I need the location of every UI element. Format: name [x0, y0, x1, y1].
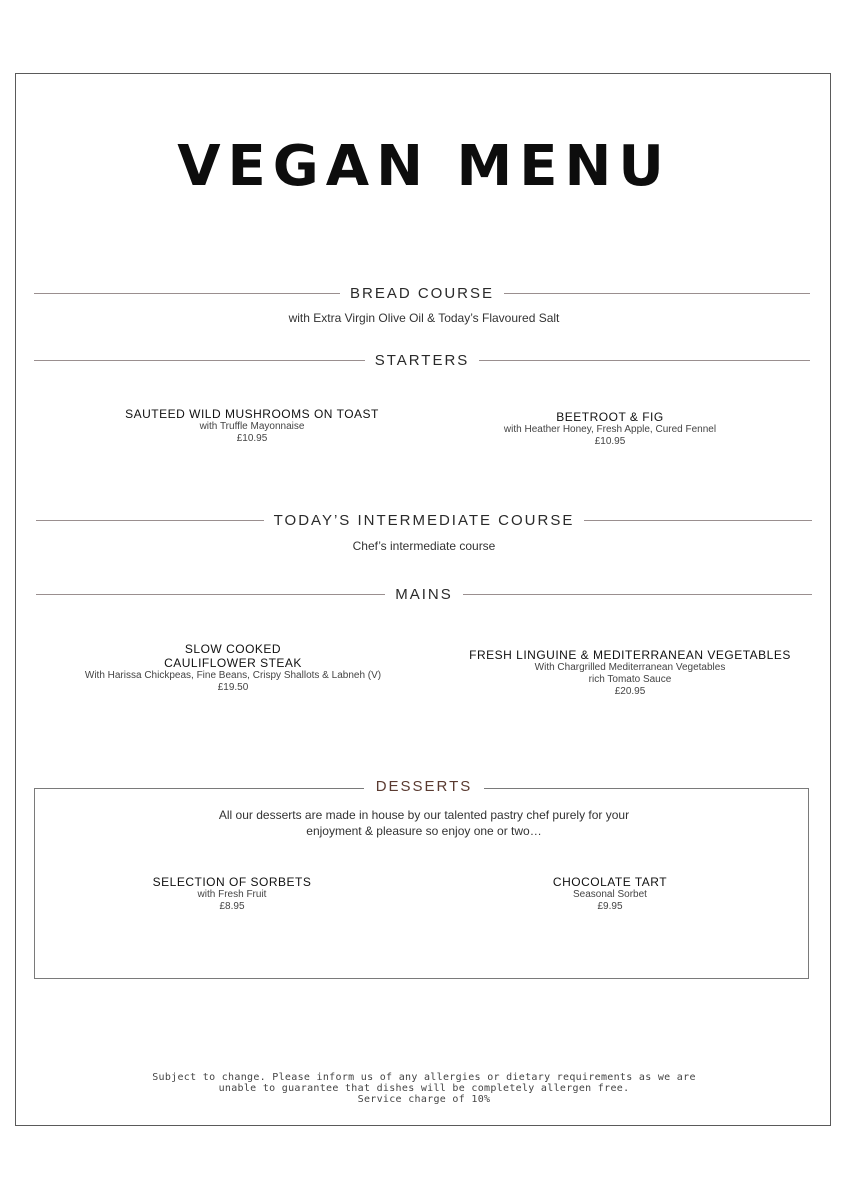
- bread-description: with Extra Virgin Olive Oil & Today’s Flavoured Salt: [288, 311, 560, 325]
- item-name: BEETROOT & FIG: [556, 410, 664, 424]
- item-description-line: rich Tomato Sauce: [588, 674, 672, 685]
- section-heading-desserts: DESSERTS: [364, 778, 485, 795]
- divider-line: [36, 520, 264, 521]
- dessert-item: [110, 875, 354, 913]
- section-heading-bread: BREAD COURSE: [349, 284, 495, 302]
- divider-line: [504, 293, 810, 294]
- item-price: £10.95: [594, 436, 626, 447]
- menu-title: VEGAN MENU: [177, 134, 671, 199]
- desserts-intro-line: All our desserts are made in house by our talented pastry chef purely for your: [218, 808, 630, 822]
- section-desserts: [0, 778, 848, 796]
- divider-line: [34, 293, 340, 294]
- section-heading-intermediate: TODAY’S INTERMEDIATE COURSE: [273, 511, 575, 529]
- section-intermediate: [36, 510, 812, 530]
- desserts-intro: [200, 807, 648, 839]
- main-item: [60, 642, 406, 694]
- footer-line: Service charge of 10%: [357, 1094, 491, 1105]
- item-price: £10.95: [236, 433, 268, 444]
- item-description: with Truffle Mayonnaise: [199, 421, 305, 432]
- item-description: with Fresh Fruit: [197, 889, 267, 900]
- divider-line: [463, 594, 812, 595]
- main-item: [440, 648, 820, 698]
- section-bread: [34, 283, 810, 303]
- item-name-line: CAULIFLOWER STEAK: [164, 656, 302, 670]
- item-description: With Harissa Chickpeas, Fine Beans, Crispy Shallots & Labneh (V): [84, 670, 382, 681]
- starter-item: [440, 410, 780, 448]
- starter-item: [100, 407, 404, 445]
- dessert-item: [488, 875, 732, 913]
- item-price: £20.95: [614, 686, 646, 697]
- divider-line: [36, 594, 385, 595]
- item-price: £9.95: [597, 901, 623, 912]
- item-price: £8.95: [219, 901, 245, 912]
- divider-line: [34, 360, 365, 361]
- intermediate-description: Chef’s intermediate course: [352, 539, 496, 553]
- section-heading-starters: STARTERS: [374, 351, 470, 369]
- item-description-line: With Chargrilled Mediterranean Vegetables: [534, 662, 726, 673]
- item-name: SELECTION OF SORBETS: [152, 875, 312, 889]
- footer-notice: [0, 1072, 848, 1105]
- footer-line: Subject to change. Please inform us of any allergies or dietary requirements as we are: [152, 1072, 696, 1083]
- item-name-line: SLOW COOKED: [184, 642, 282, 656]
- item-name: FRESH LINGUINE & MEDITERRANEAN VEGETABLES: [469, 648, 791, 662]
- item-price: £19.50: [217, 682, 249, 693]
- item-name: SAUTEED WILD MUSHROOMS ON TOAST: [125, 407, 379, 421]
- section-heading-mains: MAINS: [395, 585, 453, 603]
- footer-line: unable to guarantee that dishes will be completely allergen free.: [218, 1083, 630, 1094]
- item-description: with Heather Honey, Fresh Apple, Cured Fennel: [503, 424, 717, 435]
- desserts-intro-line: enjoyment & pleasure so enjoy one or two…: [306, 824, 542, 838]
- divider-line: [584, 520, 812, 521]
- section-starters: [34, 350, 810, 370]
- item-name: CHOCOLATE TART: [552, 875, 668, 889]
- divider-line: [479, 360, 810, 361]
- section-mains: [36, 584, 812, 604]
- item-description: Seasonal Sorbet: [573, 889, 647, 900]
